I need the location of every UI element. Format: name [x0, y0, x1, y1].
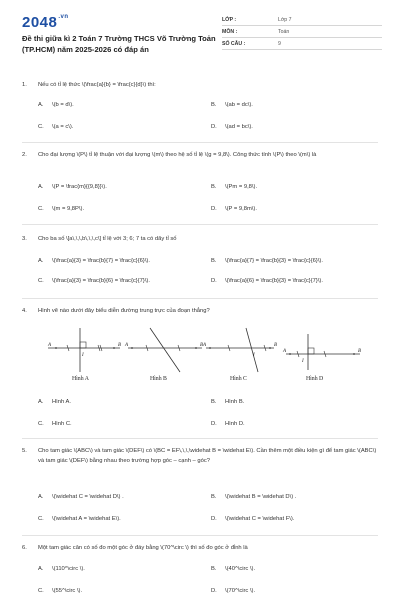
question-number: 4. [22, 308, 27, 314]
option-c[interactable]: C. \(55^\circ \). [38, 588, 83, 594]
divider [22, 142, 378, 143]
option-a[interactable]: A. \(\widehat C = \widehat D\) . [38, 494, 124, 500]
question-1 [22, 80, 378, 90]
figure-a-caption: Hình A [72, 376, 89, 382]
figure-c [200, 326, 288, 374]
question-6 [22, 543, 378, 553]
option-a[interactable]: A. \(b = d\). [38, 102, 74, 108]
figure-b-drawing [122, 326, 210, 374]
question-number: 2. [22, 152, 27, 158]
option-c[interactable]: C. \(\frac{a}{3} = \frac{b}{6} = \frac{c}{7}\). [38, 278, 150, 284]
option-c[interactable]: C. Hình C. [38, 421, 72, 427]
meta-count: SỐ CÂU : 9 [222, 38, 382, 50]
question-text: Hình vẽ nào dưới đây biểu diễn đường trung trực của đoạn thẳng? [38, 308, 210, 314]
question-2 [22, 150, 378, 160]
question-text: Cho ba số \[a\,\,\,b\,\,\,c\] tỉ lệ với 3; 6; 7 ta có dãy tỉ số [38, 236, 177, 242]
figure-c-drawing [200, 326, 288, 374]
point-label-i: I [253, 353, 255, 358]
question-text: Cho đại lượng \(P\) tỉ lệ thuận với đại lượng \(m\) theo hệ số tỉ lệ \(g = 9,8\). Công thức tính \(P\) theo \(m\) là [38, 152, 317, 158]
logo-text: 2048 [22, 14, 58, 31]
option-a[interactable]: A. \(\frac{a}{3} = \frac{b}{7} = \frac{c}{6}\). [38, 258, 150, 264]
point-label-i: I [82, 353, 84, 358]
point-label-b: B [200, 343, 204, 348]
option-b[interactable]: B. \(\frac{a}{7} = \frac{b}{3} = \frac{c}{6}\). [211, 258, 323, 264]
page-title: Đề thi giữa kì 2 Toán 7 Trường THCS Võ Trường Toản (TP.HCM) năm 2025-2026 có đáp án [22, 34, 216, 54]
option-b[interactable]: B. \(40^\circ \). [211, 566, 256, 572]
question-number: 5. [22, 448, 27, 454]
option-d[interactable]: D. Hình D. [211, 421, 245, 427]
option-b[interactable]: B. \(\widehat B = \widehat D\) . [211, 494, 297, 500]
option-b[interactable]: B. \(ab = dc\). [211, 102, 253, 108]
option-d[interactable]: D. \(\widehat C = \widehat F\). [211, 516, 295, 522]
point-label-a: A [203, 343, 207, 348]
option-c[interactable]: C. \(\widehat A = \widehat E\). [38, 516, 121, 522]
option-b[interactable]: B. Hình B. [211, 399, 245, 405]
figure-a [40, 326, 128, 374]
meta-subject: MÔN : Toán [222, 26, 382, 38]
option-a[interactable]: A. \(110^\circ \). [38, 566, 85, 572]
question-text: Một tam giác cân có số đo một góc ở đáy bằng \(70^\circ \) thì số đo góc ở đỉnh là [38, 545, 248, 551]
figure-d-caption: Hình D [306, 376, 324, 382]
question-4 [22, 306, 378, 316]
question-number: 3. [22, 236, 27, 242]
divider [22, 438, 378, 439]
figure-b-caption: Hình B [150, 376, 167, 382]
point-label-b: B [274, 343, 278, 348]
meta-class: LỚP : Lớp 7 [222, 14, 382, 26]
figure-d [280, 326, 368, 374]
option-d[interactable]: D. \(P = 9,8m\). [211, 206, 257, 212]
question-text: Cho tam giác \(ABC\) và tam giác \(DEF\) có \(BC = EF\,\,\,\widehat B = \widehat E\). Cần thêm một điều kiện gì để tam giác \(ABC\) và tam giác \(DEF\) bằng nhau theo trường hợp góc – cạnh – góc? [38, 448, 377, 464]
figure-d-drawing [280, 326, 368, 374]
question-3 [22, 234, 378, 244]
option-b[interactable]: B. \(Pm = 9,8\). [211, 184, 258, 190]
question-number: 6. [22, 545, 27, 551]
point-label-a: A [125, 343, 129, 348]
logo-suffix: .vn [58, 14, 69, 20]
site-logo[interactable] [22, 14, 69, 31]
point-label-b: B [358, 349, 362, 354]
question-text: Nếu có tỉ lệ thức \(\frac{a}{b} = \frac{c}{d}\) thì: [38, 82, 156, 88]
option-c[interactable]: C. \(a = c\). [38, 124, 74, 130]
option-a[interactable]: A. \(P = \frac{m}{{9,8}}\). [38, 184, 107, 190]
question-number: 1. [22, 82, 27, 88]
divider [22, 298, 378, 299]
option-c[interactable]: C. \(m = 9,8P\). [38, 206, 85, 212]
option-a[interactable]: A. Hình A. [38, 399, 72, 405]
exam-meta [222, 14, 382, 50]
point-label-a: A [283, 349, 287, 354]
divider [22, 535, 378, 536]
figure-c-caption: Hình C [230, 376, 247, 382]
divider [22, 224, 378, 225]
point-label-b: B [118, 343, 122, 348]
option-d[interactable]: D. \(\frac{a}{6} = \frac{b}{3} = \frac{c}{7}\). [211, 278, 323, 284]
figure-b [122, 326, 210, 374]
option-d[interactable]: D. \(ad = bc\). [211, 124, 253, 130]
point-label-i: I [302, 359, 304, 364]
option-d[interactable]: D. \(70^\circ \). [211, 588, 256, 594]
figure-a-drawing [40, 326, 128, 374]
point-label-a: A [48, 343, 52, 348]
question-5 [22, 446, 378, 466]
